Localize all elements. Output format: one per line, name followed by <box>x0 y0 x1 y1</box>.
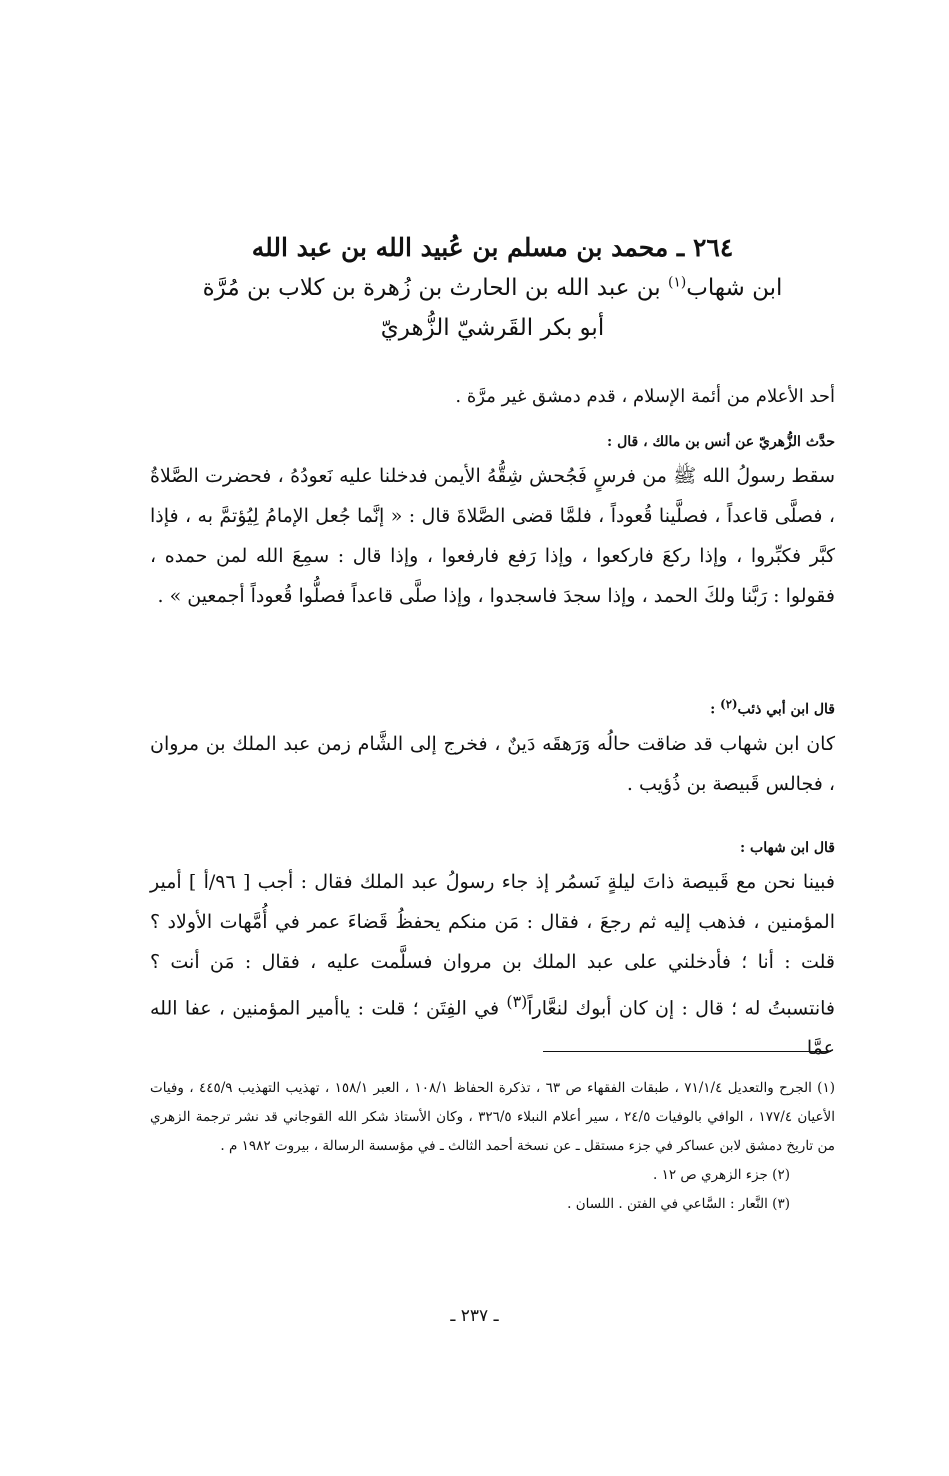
footnote-2: (٢) جزء الزهري ص ١٢ . <box>653 1167 790 1183</box>
label-start: قال ابن أبي ذئب <box>737 701 835 718</box>
entry-kunya: أبو بكر القَرشيّ الزُّهريّ <box>380 315 605 341</box>
entry-lineage <box>150 268 835 308</box>
text-end: في الفِتَن ؛ قلت : ياأمير المؤمنين ، عفا الله عمَّا <box>150 997 835 1060</box>
intro-paragraph: أحد الأعلام من أئمة الإسلام ، قدم دمشق غير مرَّة . <box>455 386 835 407</box>
entry-title: ٢٦٤ ـ محمد بن مسلم بن عُبيد الله بن عبد الله <box>251 233 734 262</box>
section-hadith <box>150 428 835 616</box>
label-end: : <box>710 701 721 718</box>
footnote-1: (١) الجرح والتعديل ٧١/١/٤ ، طبقات الفقهاء ص ٦٣ ، تذكرة الحفاظ ١٠٨/١ ، العبر ١٥٨/١ ، تهذيب التهذيب ٤٤٥/٩ ، وفيات الأعيان ١٧٧/٤ ، الوافي بالوفيات ٢٤/٥ ، سير أعلام النبلاء ٣٢٦/٥ ، وكان الأستاذ شكر الله القوجاني قد نشر ترجمة الزهري من تاريخ دمشق لابن عساكر في جزء مستقل ـ عن نسخة أحمد الثالث ـ في مؤسسة الرسالة ، بيروت ١٩٨٢ م . <box>150 1080 835 1154</box>
footnote-mark-3: (٣) <box>506 992 528 1011</box>
section-label: قال ابن شهاب : <box>740 840 835 856</box>
entry-heading <box>150 228 835 348</box>
section-text: كان ابن شهاب قد ضاقت حالُه وَرَهقَه دَينٌ ، فخرج إلى الشَّام زمن عبد الملك بن مروان ، فجالس قَبيصة بن ذُؤيب . <box>150 732 835 795</box>
text-start: فبينا نحن مع قَبيصة ذاتَ ليلةٍ نَسمُر إذ جاء رسولُ عبد الملك فقال : أجب [ ٩٦/أ ] أمير المؤمنين ، فذهب إليه ثم رجعَ ، فقال : مَن منكم يحفظُ قَضاءَ عمر في أُمَّهات الأولاد ؟ قلت : أنا ؛ فأدخلني على عبد الملك بن مروان فسلَّمت عليه ، فقال : مَن أنت ؟ فانتسبتُ له ؛ قال : إن كان أبوك لنعَّاراً <box>150 871 835 1020</box>
footnote-divider <box>543 1051 831 1052</box>
footnotes <box>150 1074 835 1219</box>
section-text: سقط رسولُ الله ﷺ من فرسٍ فَجُحش شِقُّهُ الأيمن فدخلنا عليه نَعودُهُ ، فحضرت الصَّلاةُ ، فصلَّى قاعداً ، فصلَّينا قُعوداً ، فلمَّا قضى الصَّلاةَ قال : « إنَّما جُعل الإمامُ لِيُؤتمَّ به ، فإذا كبَّر فكبِّروا ، وإذا ركعَ فاركعوا ، وإذا رَفع فارفعوا ، وإذا قال : سمِعَ الله لمن حمده ، فقولوا : رَبَّنا ولكَ الحمد ، وإذا سجدَ فاسجدوا ، وإذا صلَّى قاعداً فصلُّوا قُعوداً أجمعين » . <box>150 465 835 607</box>
lineage-start: ابن شهاب <box>686 275 783 301</box>
section-ibn-abi-dhib <box>150 690 835 804</box>
section-text <box>150 862 835 1068</box>
footnote-3: (٣) النَّعار : السَّاعي في الفتن . اللسان . <box>567 1196 790 1212</box>
section-ibn-shihab <box>150 834 835 1068</box>
footnote-mark-1: (١) <box>668 274 687 291</box>
section-label: حدَّث الزُّهريّ عن أنس بن مالك ، قال : <box>607 434 835 450</box>
footnote-mark-2: (٢) <box>720 697 738 711</box>
page-number: ـ ٢٣٧ ـ <box>450 1306 499 1326</box>
lineage-end: بن عبد الله بن الحارث بن زُهرة بن كلاب بن مُرَّة <box>202 275 669 301</box>
section-label <box>150 690 835 724</box>
